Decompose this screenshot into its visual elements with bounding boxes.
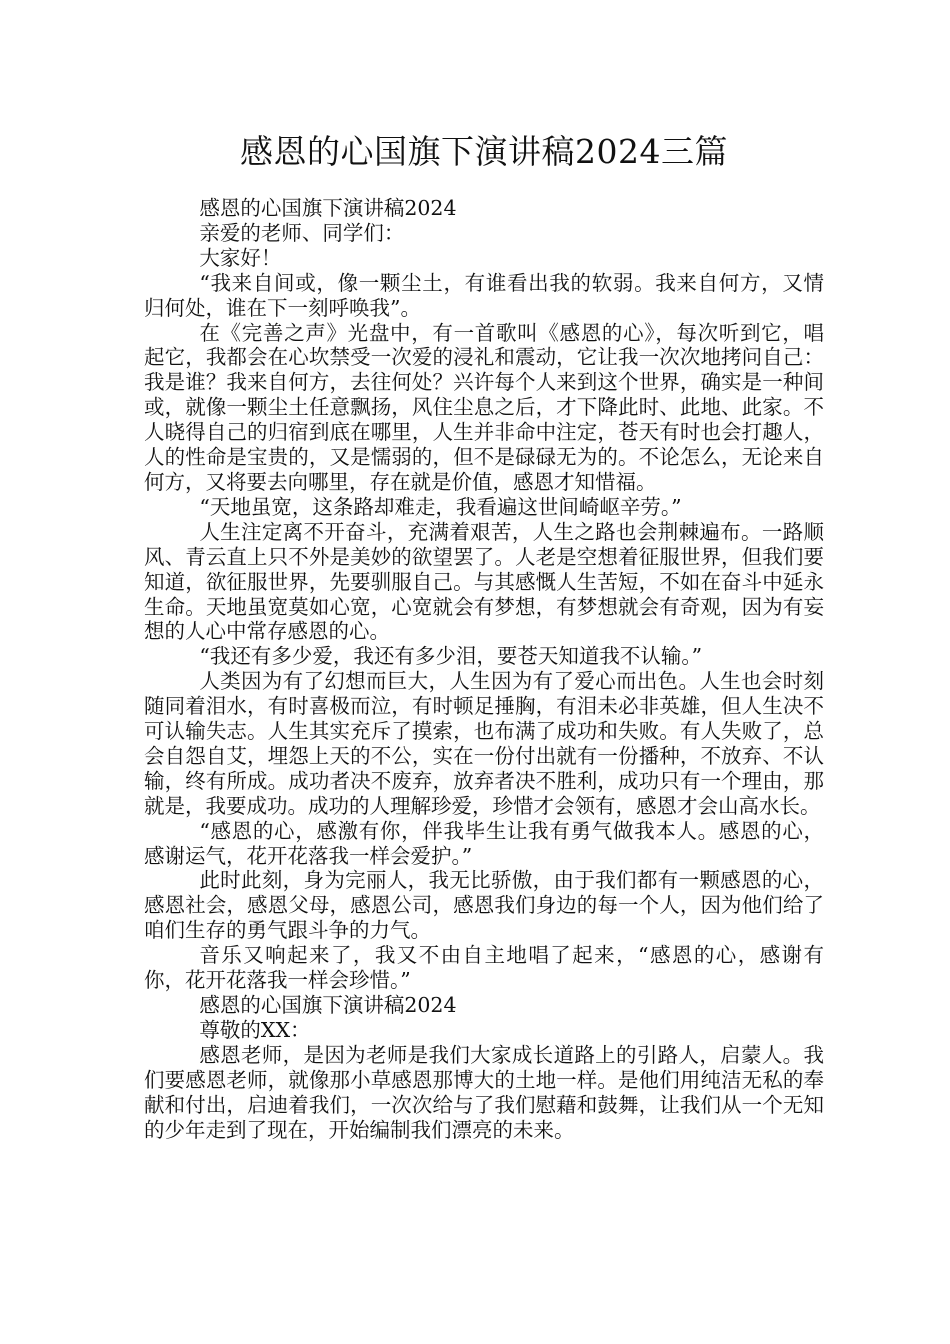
- paragraph-body-6: 感恩老师，是因为老师是我们大家成长道路上的引路人，启蒙人。我们要感恩老师，就像那小草感恩那博大的土地一样。是他们用纯洁无私的奉献和付出，启迪着我们，一次次给与了我们慰藉和鼓舞，让我们从一个无知的少年走到了现在，开始编制我们漂亮的未来。: [144, 1042, 824, 1142]
- paragraph-body-1: 在《完善之声》光盘中，有一首歌叫《感恩的心》，每次听到它，唱起它，我都会在心坎禁受一次爱的浸礼和震动，它让我一次次地拷问自己：我是谁？我来自何方，去往何处？兴许每个人来到这个世界，确实是一种间或，就像一颗尘土任意飘扬，风住尘息之后，才下降此时、此地、此家。不人晓得自己的归宿到底在哪里，人生并非命中注定，苍天有时也会打趣人，人的性命是宝贵的，又是懦弱的，但不是碌碌无为的。不论怎么，无论来自何方，又将要去向哪里，存在就是价值，感恩才知惜福。: [144, 320, 824, 494]
- document-title: 感恩的心国旗下演讲稿2024三篇: [240, 132, 728, 171]
- paragraph-quote-3: “我还有多少爱，我还有多少泪，要苍天知道我不认输。”: [199, 644, 703, 669]
- paragraph-body-2: 人生注定离不开奋斗，充满着艰苦，人生之路也会荆棘遍布。一路顺风、青云直上只不外是美妙的欲望罢了。人老是空想着征服世界，但我们要知道，欲征服世界，先要驯服自己。与其感慨人生苦短，不如在奋斗中延永生命。天地虽宽莫如心宽，心宽就会有梦想，有梦想就会有奇观，因为有妄想的人心中常存感恩的心。: [144, 519, 824, 644]
- paragraph-subtitle-1: 感恩的心国旗下演讲稿2024: [199, 196, 457, 220]
- document-body: [144, 196, 824, 1142]
- document-page: [144, 0, 824, 1344]
- paragraph-greeting-salutation: 亲爱的老师、同学们：: [199, 220, 405, 245]
- paragraph-body-5: 音乐又响起来了，我又不由自主地唱了起来，“感恩的心，感谢有你，花开花落我一样会珍惜。”: [144, 943, 824, 993]
- paragraph-subtitle-2: 感恩的心国旗下演讲稿2024: [199, 993, 457, 1017]
- paragraph-quote-4: “感恩的心，感激有你，伴我毕生让我有勇气做我本人。感恩的心，感谢运气，花开花落我一样会爱护。”: [144, 818, 824, 868]
- paragraph-greeting-hello: 大家好！: [199, 245, 282, 270]
- paragraph-body-4: 此时此刻，身为完丽人，我无比骄傲，由于我们都有一颗感恩的心，感恩社会，感恩父母，感恩公司，感恩我们身边的每一个人，因为他们给了咱们生存的勇气跟斗争的力气。: [144, 868, 824, 943]
- paragraph-quote-1: “我来自间或，像一颗尘土，有谁看出我的软弱。我来自何方，又情归何处，谁在下一刻呼唤我”。: [144, 270, 824, 320]
- paragraph-salutation-2: 尊敬的XX：: [199, 1017, 311, 1042]
- paragraph-body-3: 人类因为有了幻想而巨大，人生因为有了爱心而出色。人生也会时刻随同着泪水，有时喜极而泣，有时顿足捶胸，有泪未必非英雄，但人生决不可认输失志。人生其实充斥了摸索，也布满了成功和失败。有人失败了，总会自怨自艾，埋怨上天的不公，实在一份付出就有一份播种，不放弃、不认输，终有所成。成功者决不废弃，放弃者决不胜利，成功只有一个理由，那就是，我要成功。成功的人理解珍爱，珍惜才会领有，感恩才会山高水长。: [144, 669, 824, 818]
- paragraph-quote-2: “天地虽宽，这条路却难走，我看遍这世间崎岖辛劳。”: [199, 494, 682, 519]
